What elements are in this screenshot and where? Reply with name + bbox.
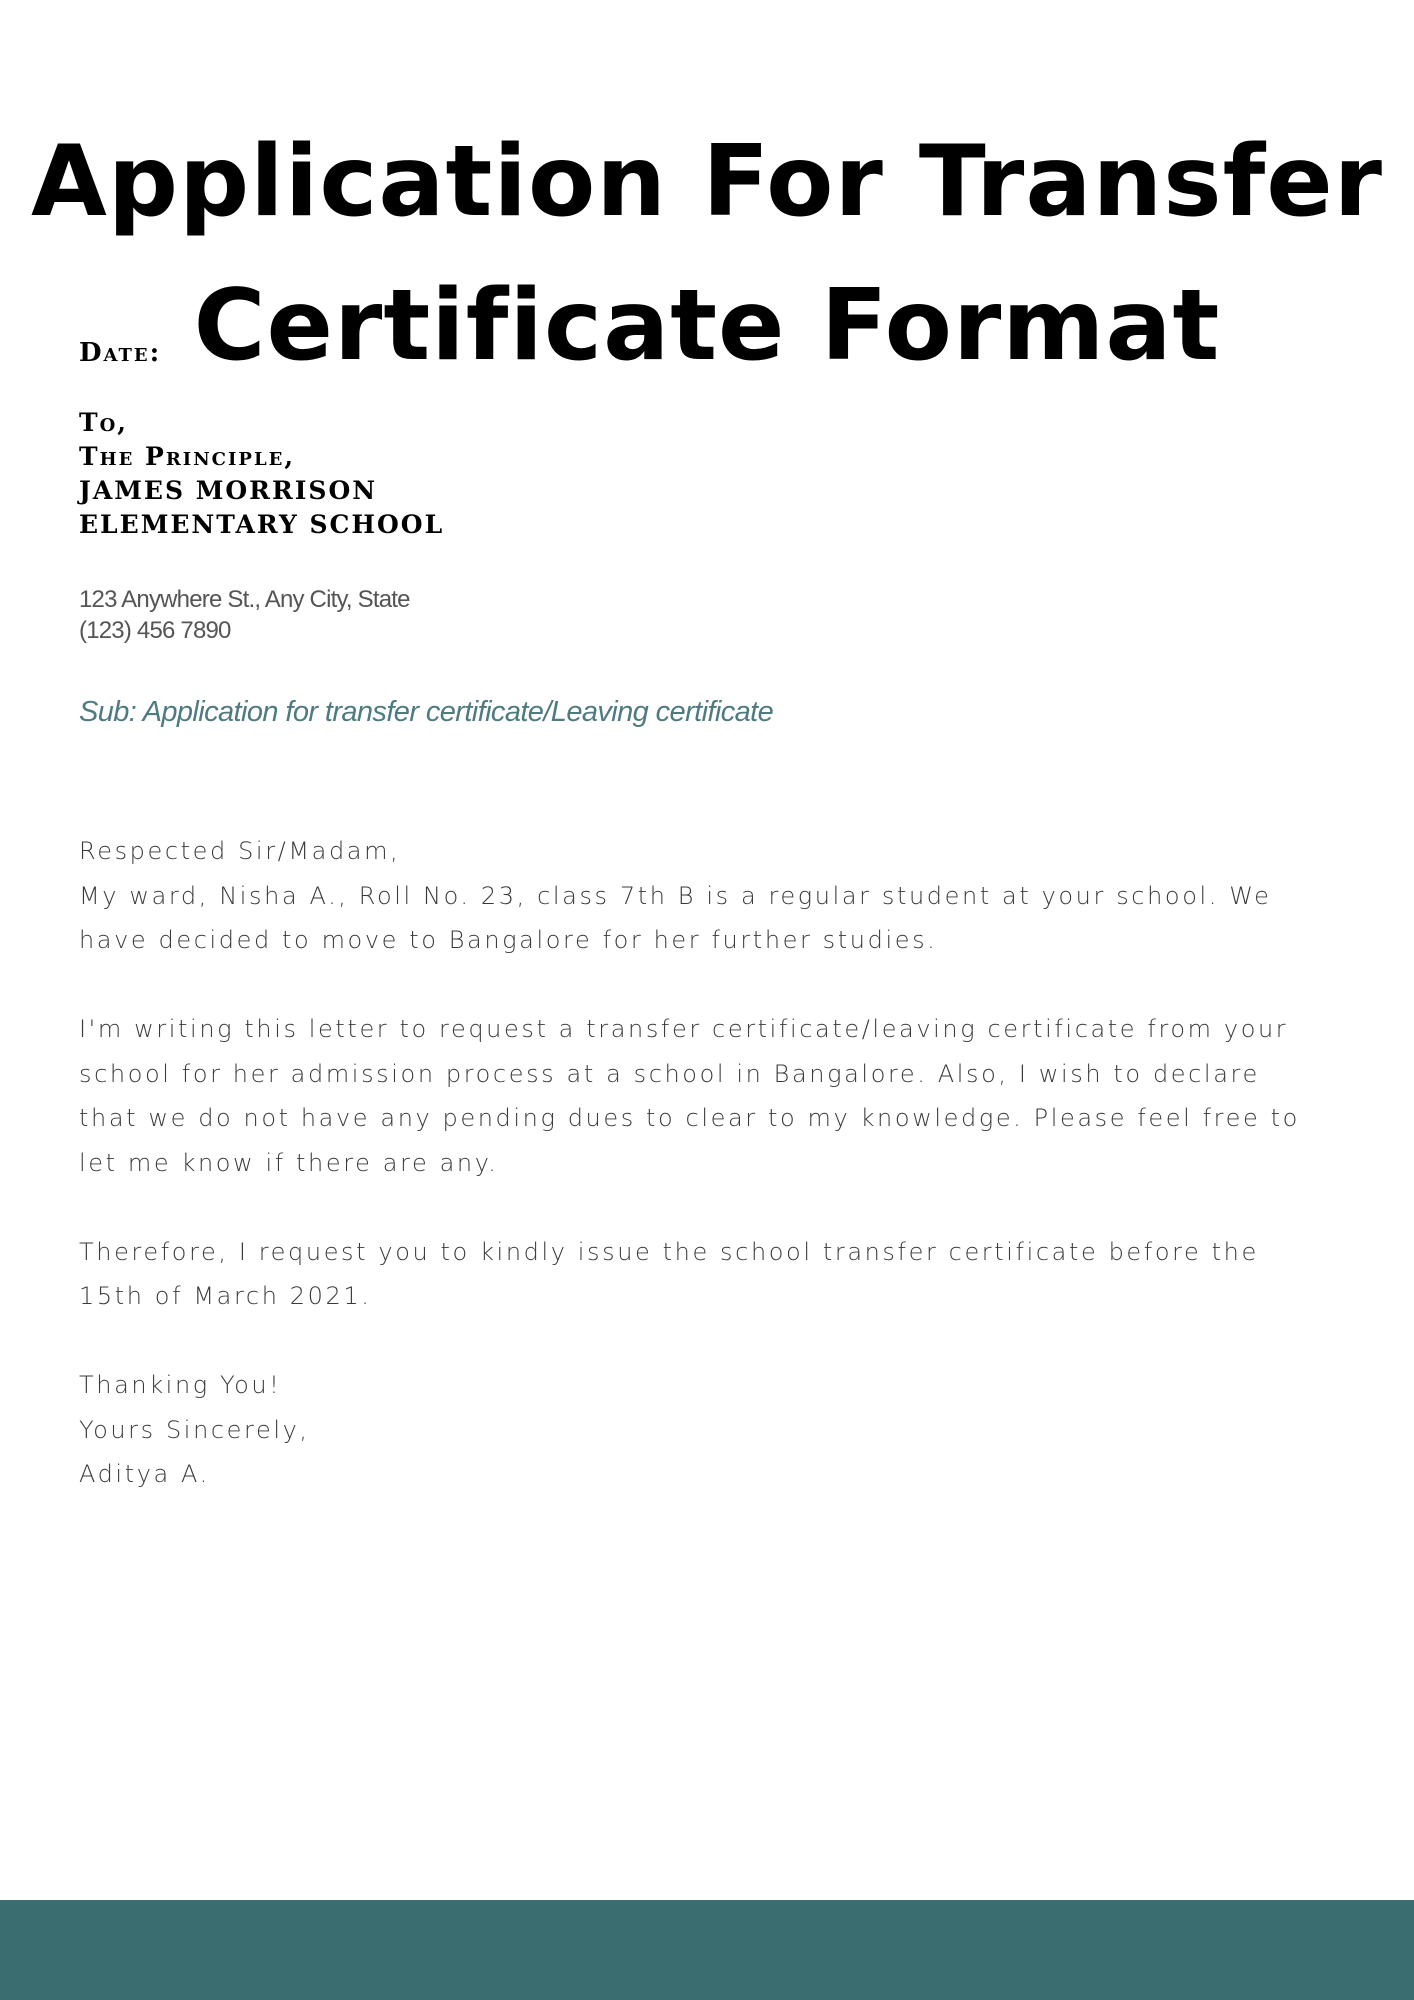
paragraph-2-line-2: school for her admission process at a school in Bangalore. Also, I wish to declare (79, 1059, 1260, 1088)
recipient-school-line-2: ELEMENTARY SCHOOL (79, 510, 445, 539)
paragraph-1-line-2: have decided to move to Bangalore for her further studies. (79, 926, 938, 954)
recipient-title: The Principle, (79, 442, 296, 471)
signature-name: Aditya A. (79, 1460, 210, 1488)
paragraph-2-line-3: that we do not have any pending dues to clear to my knowledge. Please feel free to (79, 1104, 1300, 1132)
recipient-block (79, 406, 444, 542)
address-street: 123 Anywhere St., Any City, State (79, 586, 410, 613)
letter-body (79, 829, 1349, 1497)
paragraph-spacer (79, 963, 1349, 1008)
paragraph-2-line-4: let me know if there are any. (79, 1148, 499, 1177)
date-label: Date: (79, 338, 162, 368)
paragraph-spacer (79, 1185, 1349, 1230)
recipient-school-line-1: JAMES MORRISON (79, 476, 378, 505)
paragraph-3-line-1: Therefore, I request you to kindly issue the school transfer certificate before the (79, 1237, 1259, 1266)
subject-line: Sub: Application for transfer certificate/Leaving certificate (79, 696, 774, 728)
address-block (79, 584, 410, 646)
footer-band (0, 1900, 1414, 2000)
document-title (0, 110, 1414, 398)
paragraph-3-line-2: 15th of March 2021. (79, 1282, 372, 1310)
salutation: Respected Sir/Madam, (79, 837, 401, 865)
title-line-2: Certificate Format (193, 269, 1221, 383)
address-phone: (123) 456 7890 (79, 617, 231, 644)
recipient-to: To, (79, 408, 128, 437)
closing-sincerely: Yours Sincerely, (79, 1415, 310, 1444)
closing-thanks: Thanking You! (79, 1371, 282, 1399)
paragraph-1-line-1: My ward, Nisha A., Roll No. 23, class 7th B is a regular student at your school. We (79, 881, 1272, 910)
paragraph-spacer (79, 1319, 1349, 1364)
paragraph-2-line-1: I'm writing this letter to request a transfer certificate/leaving certificate from your (79, 1015, 1289, 1043)
title-line-1: Application For Transfer (30, 125, 1384, 239)
